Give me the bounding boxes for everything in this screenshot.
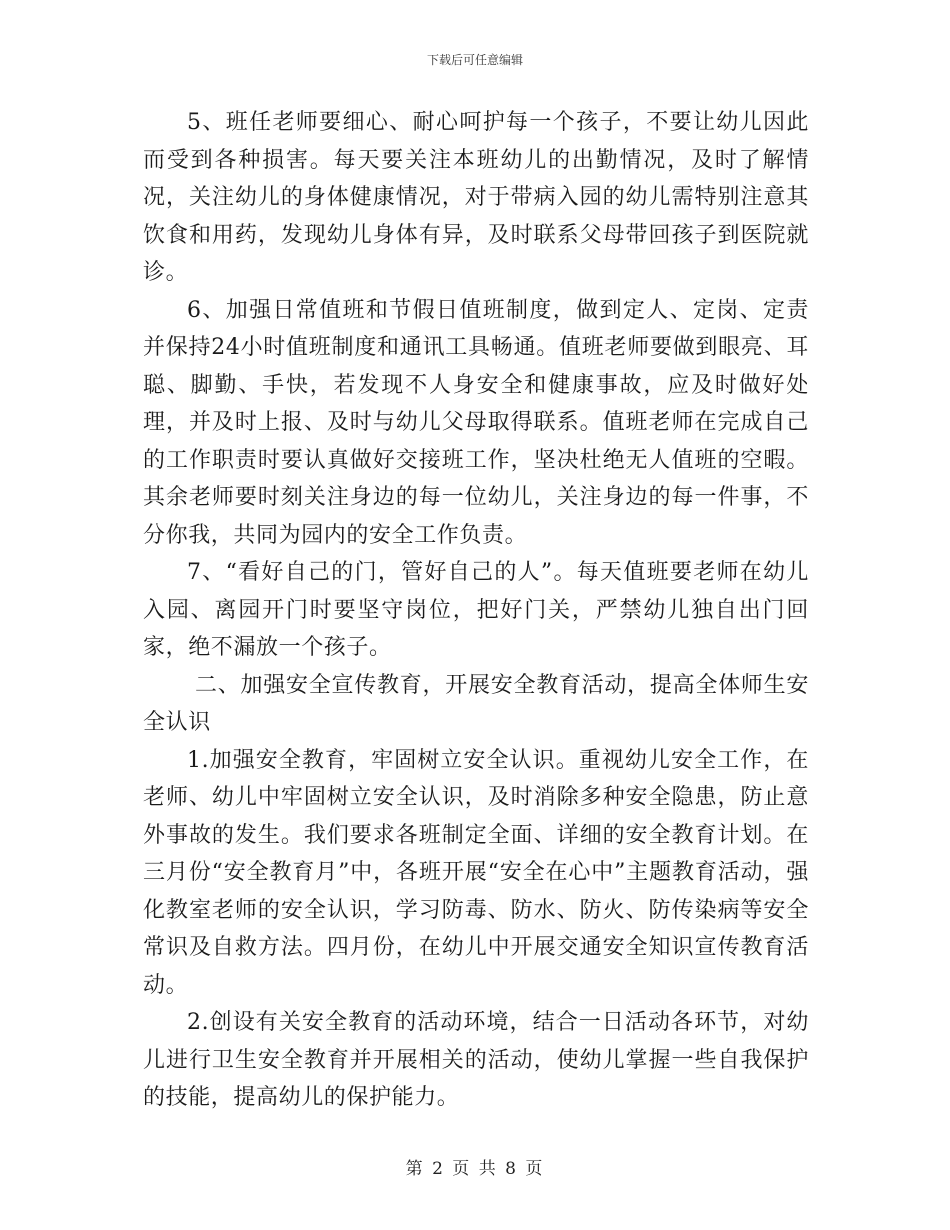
paragraph-item-2-2: 2.创设有关安全教育的活动环境，结合一日活动各环节，对幼儿进行卫生安全教育并开展相关的活动，使幼儿掌握一些自我保护的技能，提高幼儿的保护能力。 [143, 1010, 809, 1110]
paragraph-item-7: 7、“看好自己的门，管好自己的人”。每天值班要老师在幼儿入园、离园开门时要坚守岗位，把好门关，严禁幼儿独自出门回家，绝不漏放一个孩子。 [143, 560, 809, 660]
paragraph-item-6: 6、加强日常值班和节假日值班制度，做到定人、定岗、定责并保持24小时值班制度和通讯工具畅通。值班老师要做到眼亮、耳聪、脚勤、手快，若发现不人身安全和健康事故，应及时做好处理，并及时上报、及时与幼儿父母取得联系。值班老师在完成自己的工作职责时要认真做好交接班工作，坚决杜绝无人值班的空暇。其余老师要时刻关注身边的每一位幼儿，关注身边的每一件事，不分你我，共同为园内的安全工作负责。 [143, 297, 809, 548]
page-number-footer: 第 2 页 共 8 页 [405, 1159, 545, 1179]
paragraph-item-2-1: 1.加强安全教育，牢固树立安全认识。重视幼儿安全工作，在老师、幼儿中牢固树立安全认识，及时消除多种安全隐患，防止意外事故的发生。我们要求各班制定全面、详细的安全教育计划。在三月份“安全教育月”中，各班开展“安全在心中”主题教育活动，强化教室老师的安全认识，学习防毒、防水、防火、防传染病等安全常识及自救方法。四月份，在幼儿中开展交通安全知识宣传教育活动。 [143, 747, 809, 998]
page-header: 下载后可任意编辑 [426, 53, 523, 67]
section-heading-2: 二、加强安全宣传教育，开展安全教育活动，提高全体师生安全认识 [143, 672, 809, 735]
paragraph-item-5: 5、班任老师要细心、耐心呵护每一个孩子，不要让幼儿因此而受到各种损害。每天要关注本班幼儿的出勤情况，及时了解情况，关注幼儿的身体健康情况，对于带病入园的幼儿需特别注意其饮食和用药，发现幼儿身体有异，及时联系父母带回孩子到医院就诊。 [143, 110, 809, 285]
document-body [143, 104, 809, 1117]
